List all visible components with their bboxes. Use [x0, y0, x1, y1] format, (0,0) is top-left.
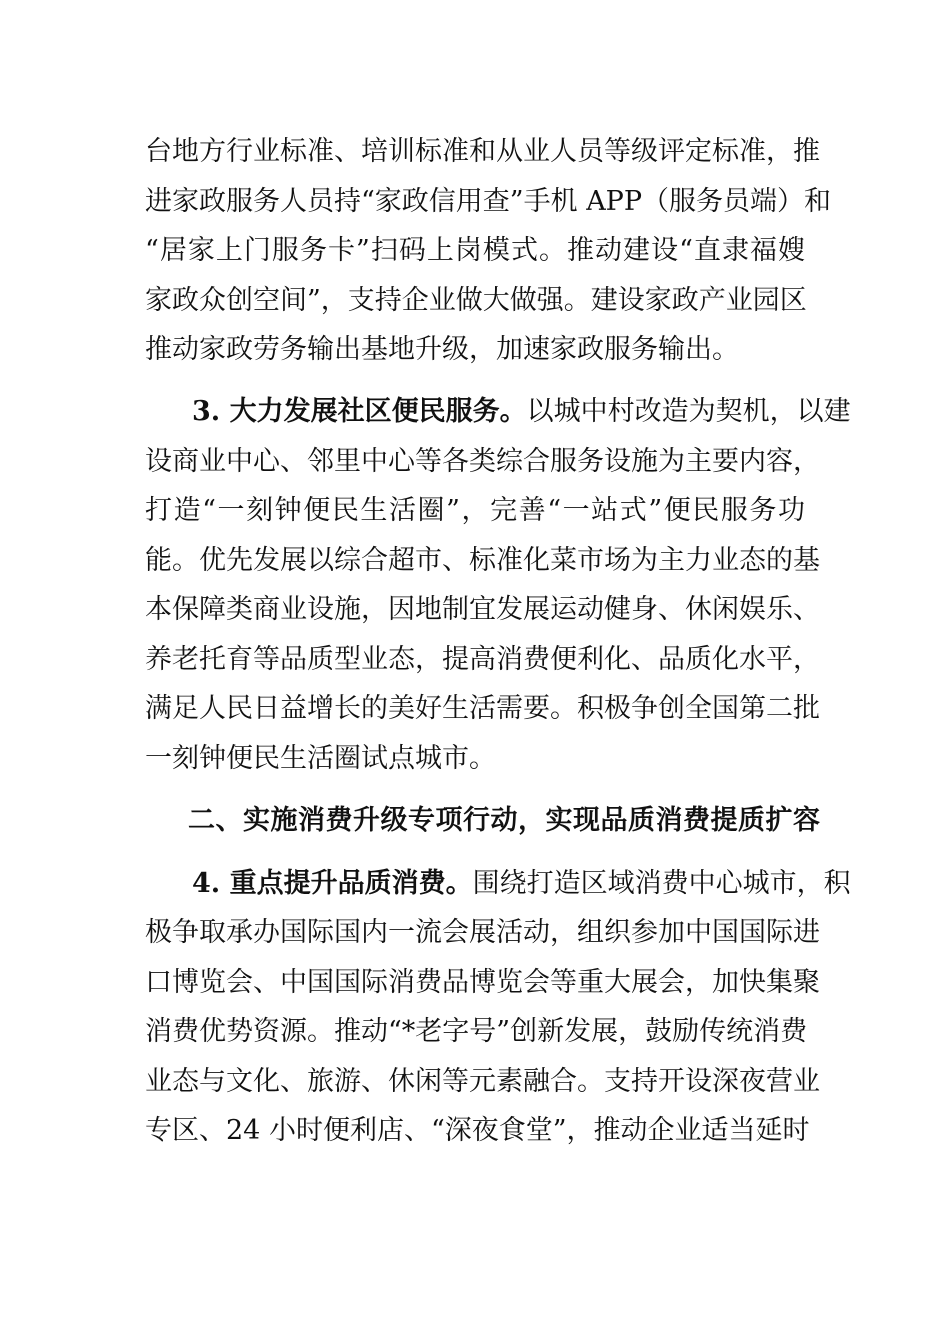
- paragraph-2-line-1-rest: 以城中村改造为契机，以建: [526, 396, 851, 427]
- paragraph-3-line-6: 专区、24 小时便利店、“深夜食堂”，推动企业适当延时: [145, 1115, 810, 1146]
- paragraph-2-bold-lead: 3. 大力发展社区便民服务。: [192, 396, 527, 427]
- paragraph-3-bold-lead: 4. 重点提升品质消费。: [192, 868, 473, 899]
- paragraph-2-line-6: 养老托育等品质型业态，提高消费便利化、品质化水平，: [145, 644, 820, 675]
- paragraph-2-line-4: 能。优先发展以综合超市、标准化菜市场为主力业态的基: [145, 545, 820, 576]
- paragraph-1-line-5: 推动家政劳务输出基地升级，加速家政服务输出。: [145, 334, 739, 365]
- section-heading: 二、实施消费升级专项行动，实现品质消费提质扩容: [188, 805, 821, 836]
- paragraph-3-line-5: 业态与文化、旅游、休闲等元素融合。支持开设深夜营业: [145, 1066, 820, 1097]
- paragraph-3-line-1-rest: 围绕打造区域消费中心城市，积: [472, 868, 851, 899]
- paragraph-2-line-3: 打造“一刻钟便民生活圈”，完善“一站式”便民服务功: [145, 495, 805, 526]
- paragraph-3-line-3: 口博览会、中国国际消费品博览会等重大展会，加快集聚: [145, 967, 820, 998]
- paragraph-1-line-1: 台地方行业标准、培训标准和从业人员等级评定标准，推: [145, 136, 820, 167]
- paragraph-3-line-4: 消费优势资源。推动“*老字号”创新发展，鼓励传统消费: [145, 1016, 808, 1047]
- paragraph-2-line-7: 满足人民日益增长的美好生活需要。积极争创全国第二批: [145, 693, 820, 724]
- paragraph-1-line-4: 家政众创空间”，支持企业做大做强。建设家政产业园区: [145, 285, 807, 316]
- paragraph-3-line-1: [192, 864, 851, 904]
- paragraph-1-line-2: 进家政服务人员持“家政信用查”手机 APP（服务员端）和: [145, 186, 832, 217]
- paragraph-2-line-8: 一刻钟便民生活圈试点城市。: [145, 743, 496, 774]
- paragraph-1-line-3: “居家上门服务卡”扫码上岗模式。推动建设“直隶福嫂: [145, 235, 805, 266]
- paragraph-2-line-2: 设商业中心、邻里中心等各类综合服务设施为主要内容，: [145, 446, 820, 477]
- paragraph-2-line-5: 本保障类商业设施，因地制宜发展运动健身、休闲娱乐、: [145, 594, 820, 625]
- paragraph-3-line-2: 极争取承办国际国内一流会展活动，组织参加中国国际进: [145, 917, 820, 948]
- paragraph-2-line-1: [192, 392, 851, 432]
